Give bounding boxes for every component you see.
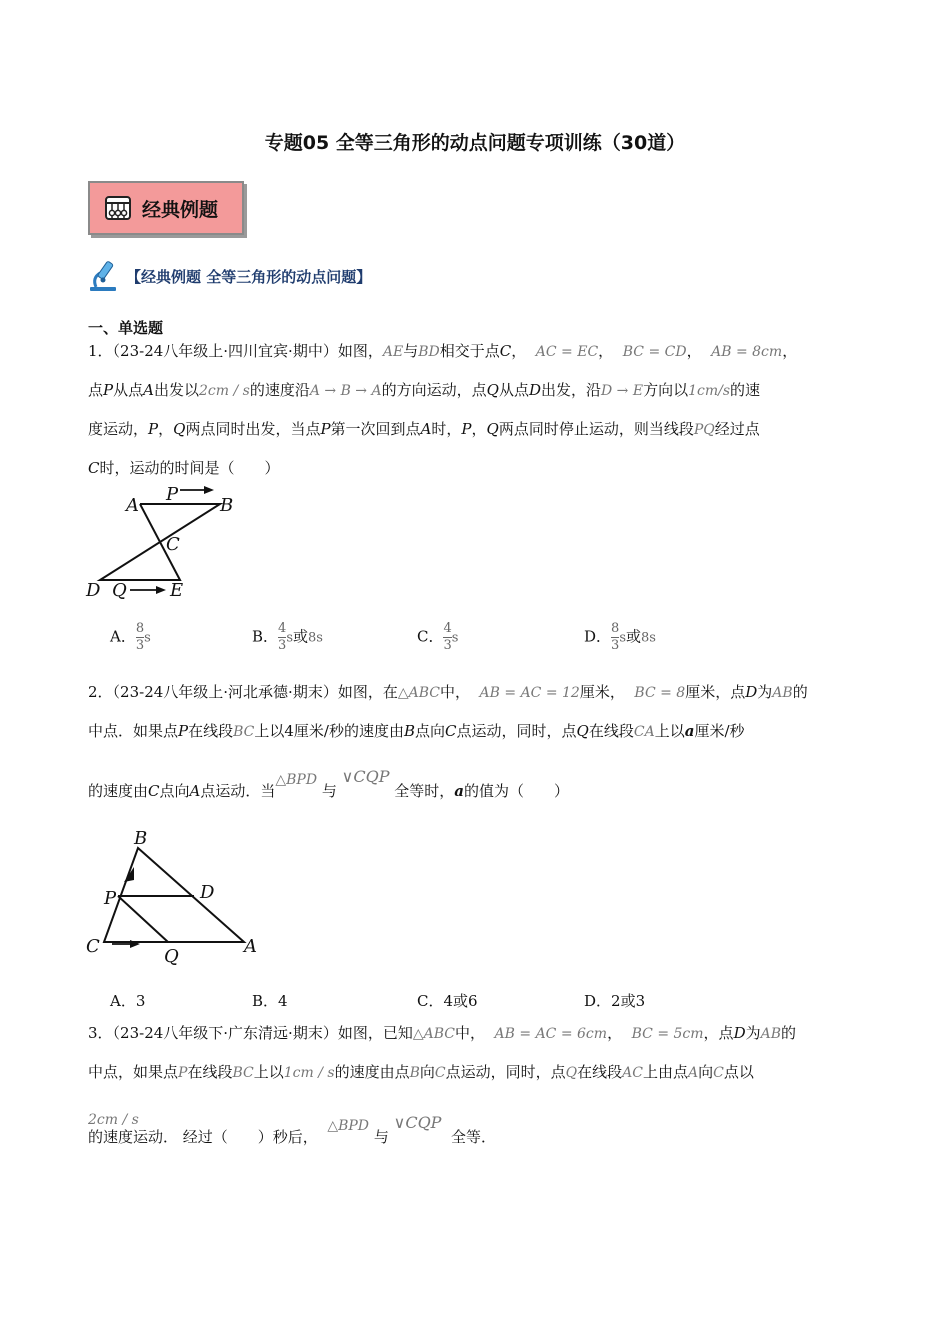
label-A: A xyxy=(244,936,257,957)
q2-option-d[interactable]: D．2或3 xyxy=(584,992,646,1010)
q1-option-d[interactable]: D．$\frac{8}{3}s$或8s xyxy=(584,621,656,653)
question-3: 3．（23-24八年级下·广东清远·期末）如图，已知△ABC中， AB = AC = 6cm， BC = 5cm，点D为AB的 中点，如果点P在线段BC上以1cm / s的速度由点B向C点运动，同时，点Q在线段AC上由点A向C点以 xyxy=(88,1024,797,1081)
microscope-icon xyxy=(86,258,122,294)
q2-option-b[interactable]: B．4 xyxy=(252,992,288,1010)
section-heading xyxy=(86,258,371,294)
label-B: B xyxy=(220,495,234,516)
figure-q2 xyxy=(82,824,262,972)
q1-option-b[interactable]: B．$\frac{4}{3}s$或8s xyxy=(252,621,323,653)
q2-option-a[interactable]: A．3 xyxy=(110,992,146,1010)
question-3-speed: 2cm / s xyxy=(88,1112,139,1128)
question-3-line3: 的速度运动． 经过（ ）秒后， △BPD 与 ∨CQP 全等． xyxy=(88,1113,497,1146)
abacus-icon xyxy=(104,194,132,222)
q1-option-a[interactable]: A．$\frac{8}{3}s$ xyxy=(110,621,151,653)
label-C: C xyxy=(86,936,100,957)
label-P: P xyxy=(104,888,117,909)
label-D: D xyxy=(200,882,215,903)
figure-q1 xyxy=(82,482,252,606)
label-A: A xyxy=(126,495,139,516)
question-2: 2．（23-24八年级上·河北承德·期末）如图，在△ABC中， AB = AC = 12厘米， BC = 8厘米，点D为AB的 中点．如果点P在线段BC上以4厘米/秒的速度由B点向C点运动，同时，点Q在线段CA上以a厘米/秒 xyxy=(88,683,808,740)
label-D: D xyxy=(86,580,101,601)
label-Q: Q xyxy=(112,580,127,601)
label-P: P xyxy=(166,484,179,505)
label-B: B xyxy=(134,828,148,849)
question-2-line3: 的速度由C点向A点运动．当△BPD 与 ∨CQP 全等时，a的值为（ ） xyxy=(88,767,570,800)
example-badge xyxy=(88,181,244,235)
heading-text: 【经典例题 全等三角形的动点问题】 xyxy=(126,267,372,286)
question-1: 1．（23-24八年级上·四川宜宾·期中）如图，AE与BD相交于点C， AC = EC， BC = CD， AB = 8cm， 点P从点A出发以2cm / s的速度沿A → B → A的方向运动，点Q从点D出发，沿D → E方向以1cm/s的速 度运动，P，Q两点同时出发，当点P第一次回到点A时，P，Q两点同时停止运动，则当线段PQ经过点 C时，运动的时间是（ ） xyxy=(88,342,798,477)
page-title: 专题05 全等三角形的动点问题专项训练（30道） xyxy=(264,132,686,154)
q1-option-c[interactable]: C．$\frac{4}{3}s$ xyxy=(417,621,459,653)
section-title: 一、单选题 xyxy=(88,319,164,337)
badge-label: 经典例题 xyxy=(142,198,219,221)
q2-option-c[interactable]: C．4或6 xyxy=(417,992,478,1010)
label-Q: Q xyxy=(164,946,179,967)
label-E: E xyxy=(170,580,184,601)
label-C: C xyxy=(166,534,180,555)
